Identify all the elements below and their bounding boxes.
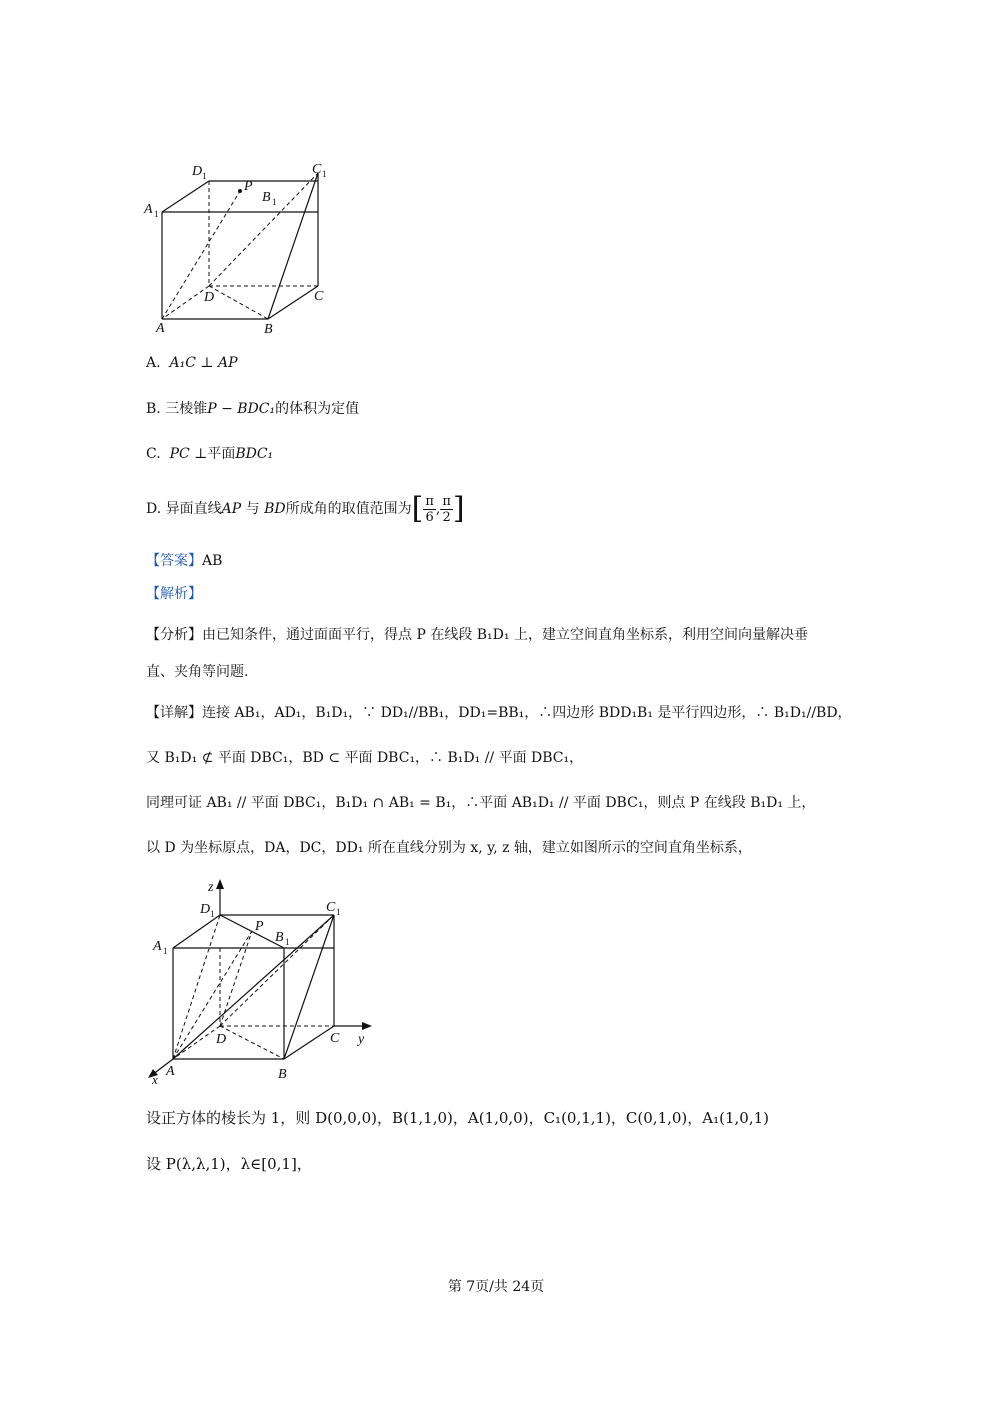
xiangjie-line1: 【详解】连接 AB₁，AD₁，B₁D₁，∵ DD₁//BB₁，DD₁=BB₁，∴四边形 BDD₁B₁ 是平行四边形，∴ B₁D₁//BD， (146, 705, 852, 721)
svg-text:1: 1 (154, 209, 159, 219)
label-A1: A (144, 202, 153, 217)
xiangjie-line3: 同理可证 AB₁ // 平面 DBC₁，B₁D₁ ∩ AB₁ = B₁，∴平面 AB₁D₁ // 平面 DBC₁，则点 P 在线段 B₁D₁ 上， (146, 795, 816, 811)
label-C1: C (312, 162, 322, 177)
svg-text:1: 1 (272, 197, 277, 207)
svg-text:1: 1 (202, 171, 207, 181)
label2-A1: A (153, 939, 162, 954)
label-B1: B (262, 190, 271, 205)
label2-B1: B (275, 930, 284, 945)
label-A: A (156, 321, 165, 336)
svg-text:1: 1 (163, 946, 168, 956)
label2-C: C (330, 1031, 340, 1046)
label2-C1: C (326, 900, 336, 915)
option-c: C. PC ⊥平面BDC₁ (146, 446, 274, 462)
option-a-expr: A₁C ⊥ AP (169, 355, 238, 371)
option-a: A. A₁C ⊥ AP (146, 355, 238, 371)
label2-D1: D (200, 902, 211, 917)
option-d: D. 异面直线AP 与 BD所成角的取值范围为[ $\frac{\pi}{6}$ , $\frac{\pi}{2}$ ] (146, 491, 465, 526)
xiangjie-line4: 以 D 为坐标原点，DA，DC，DD₁ 所在直线分别为 x, y, z 轴，建立如图所示的空间直角坐标系， (146, 840, 752, 856)
svg-text:1: 1 (210, 909, 215, 919)
svg-text:1: 1 (336, 907, 341, 917)
answer: 【答案】AB (146, 553, 223, 569)
label2-B: B (278, 1067, 287, 1082)
cube-figure-2 (140, 875, 380, 1090)
label-D1: D (192, 164, 203, 179)
cube-figure-1 (140, 155, 340, 340)
xiangjie-line2: 又 B₁D₁ ⊄ 平面 DBC₁，BD ⊂ 平面 DBC₁，∴ B₁D₁ // 平面 DBC₁， (146, 750, 584, 766)
coords-line2: 设 P(λ,λ,1)，λ∈[0,1]， (146, 1155, 312, 1173)
fenxi-line2: 直、夹角等问题. (146, 664, 249, 680)
coords-line1: 设正方体的棱长为 1，则 D(0,0,0)，B(1,1,0)，A(1,0,0)，C₁(0,1,1)，C(0,1,0)，A₁(1,0,1) (146, 1109, 769, 1127)
axis-x: x (152, 1072, 158, 1087)
label-P: P (244, 179, 253, 194)
label2-A: A (166, 1064, 175, 1079)
fenxi-line1: 【分析】由已知条件，通过面面平行，得点 P 在线段 B₁D₁ 上，建立空间直角坐标系，利用空间向量解决垂 (146, 627, 808, 643)
label2-P: P (255, 919, 264, 934)
label2-D: D (216, 1032, 227, 1047)
axis-z: z (208, 880, 214, 895)
label-C: C (314, 289, 324, 304)
option-b: B. 三棱锥P − BDC₁的体积为定值 (146, 401, 360, 417)
label-D: D (204, 290, 215, 305)
svg-text:1: 1 (322, 169, 327, 179)
analysis-label: 【解析】 (146, 586, 202, 602)
axis-y: y (358, 1032, 365, 1047)
page-footer: 第 7页/共 24页 (447, 1279, 545, 1295)
svg-text:1: 1 (285, 937, 290, 947)
label-B: B (264, 322, 273, 337)
